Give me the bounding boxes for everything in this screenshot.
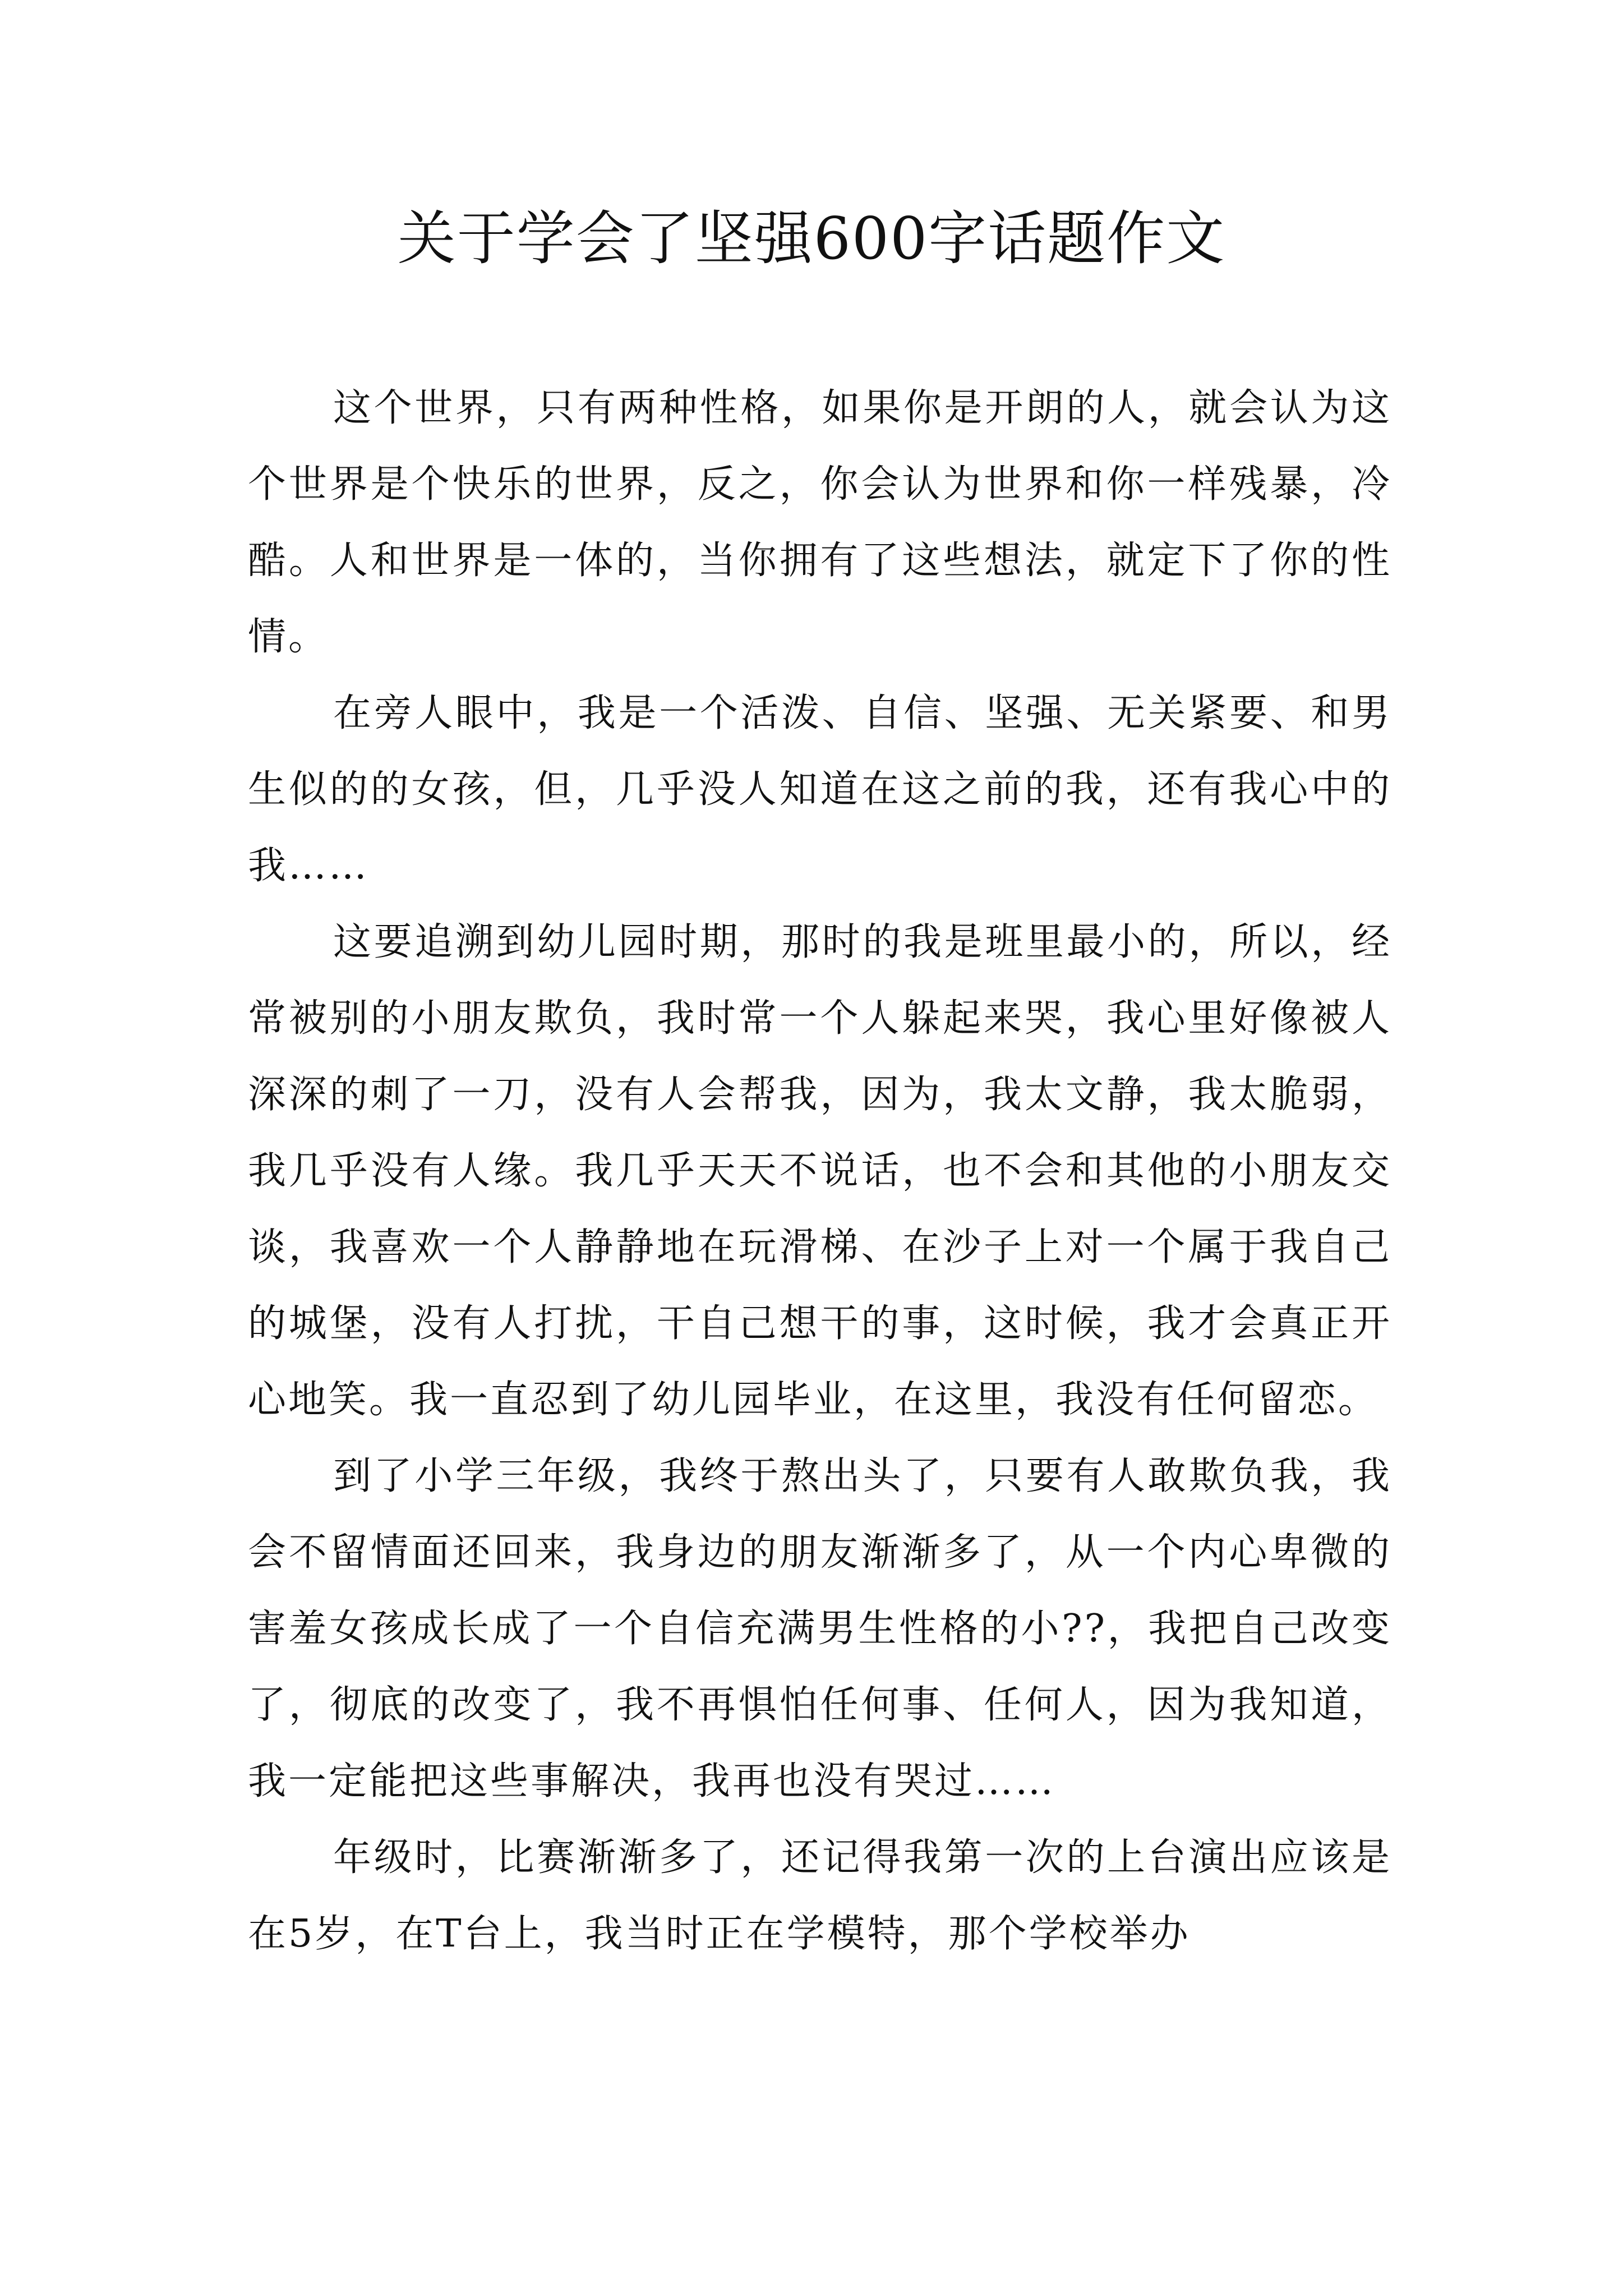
- document-title: 关于学会了坚强600字话题作文: [397, 204, 1226, 273]
- paragraph: 这个世界，只有两种性格，如果你是开朗的人，就会认为这个世界是个快乐的世界，反之，你会认为世界和你一样残暴，冷酷。人和世界是一体的，当你拥有了这些想法，就定下了你的性情。: [248, 386, 1392, 659]
- paragraph: 到了小学三年级，我终于熬出头了，只要有人敢欺负我，我会不留情面还回来，我身边的朋友渐渐多了，从一个内心卑微的害羞女孩成长成了一个自信充满男生性格的小??，我把自己改变了，彻底的改变了，我不再惧怕任何事、任何人，因为我知道，我一定能把这些事解决，我再也没有哭过……: [248, 1454, 1392, 1803]
- paragraph: 在旁人眼中，我是一个活泼、自信、坚强、无关紧要、和男生似的的女孩，但，几乎没人知道在这之前的我，还有我心中的我……: [248, 691, 1392, 888]
- document-body: [248, 370, 1392, 1972]
- paragraph: 这要追溯到幼儿园时期，那时的我是班里最小的，所以，经常被别的小朋友欺负，我时常一个人躲起来哭，我心里好像被人深深的刺了一刀，没有人会帮我，因为，我太文静，我太脆弱，我几乎没有人缘。我几乎天天不说话，也不会和其他的小朋友交谈，我喜欢一个人静静地在玩滑梯、在沙子上对一个属于我自己的城堡，没有人打扰，干自己想干的事，这时候，我才会真正开心地笑。我一直忍到了幼儿园毕业，在这里，我没有任何留恋。: [248, 920, 1392, 1422]
- paragraph: 年级时，比赛渐渐多了，还记得我第一次的上台演出应该是在5岁，在T台上，我当时正在学模特，那个学校举办: [248, 1835, 1392, 1956]
